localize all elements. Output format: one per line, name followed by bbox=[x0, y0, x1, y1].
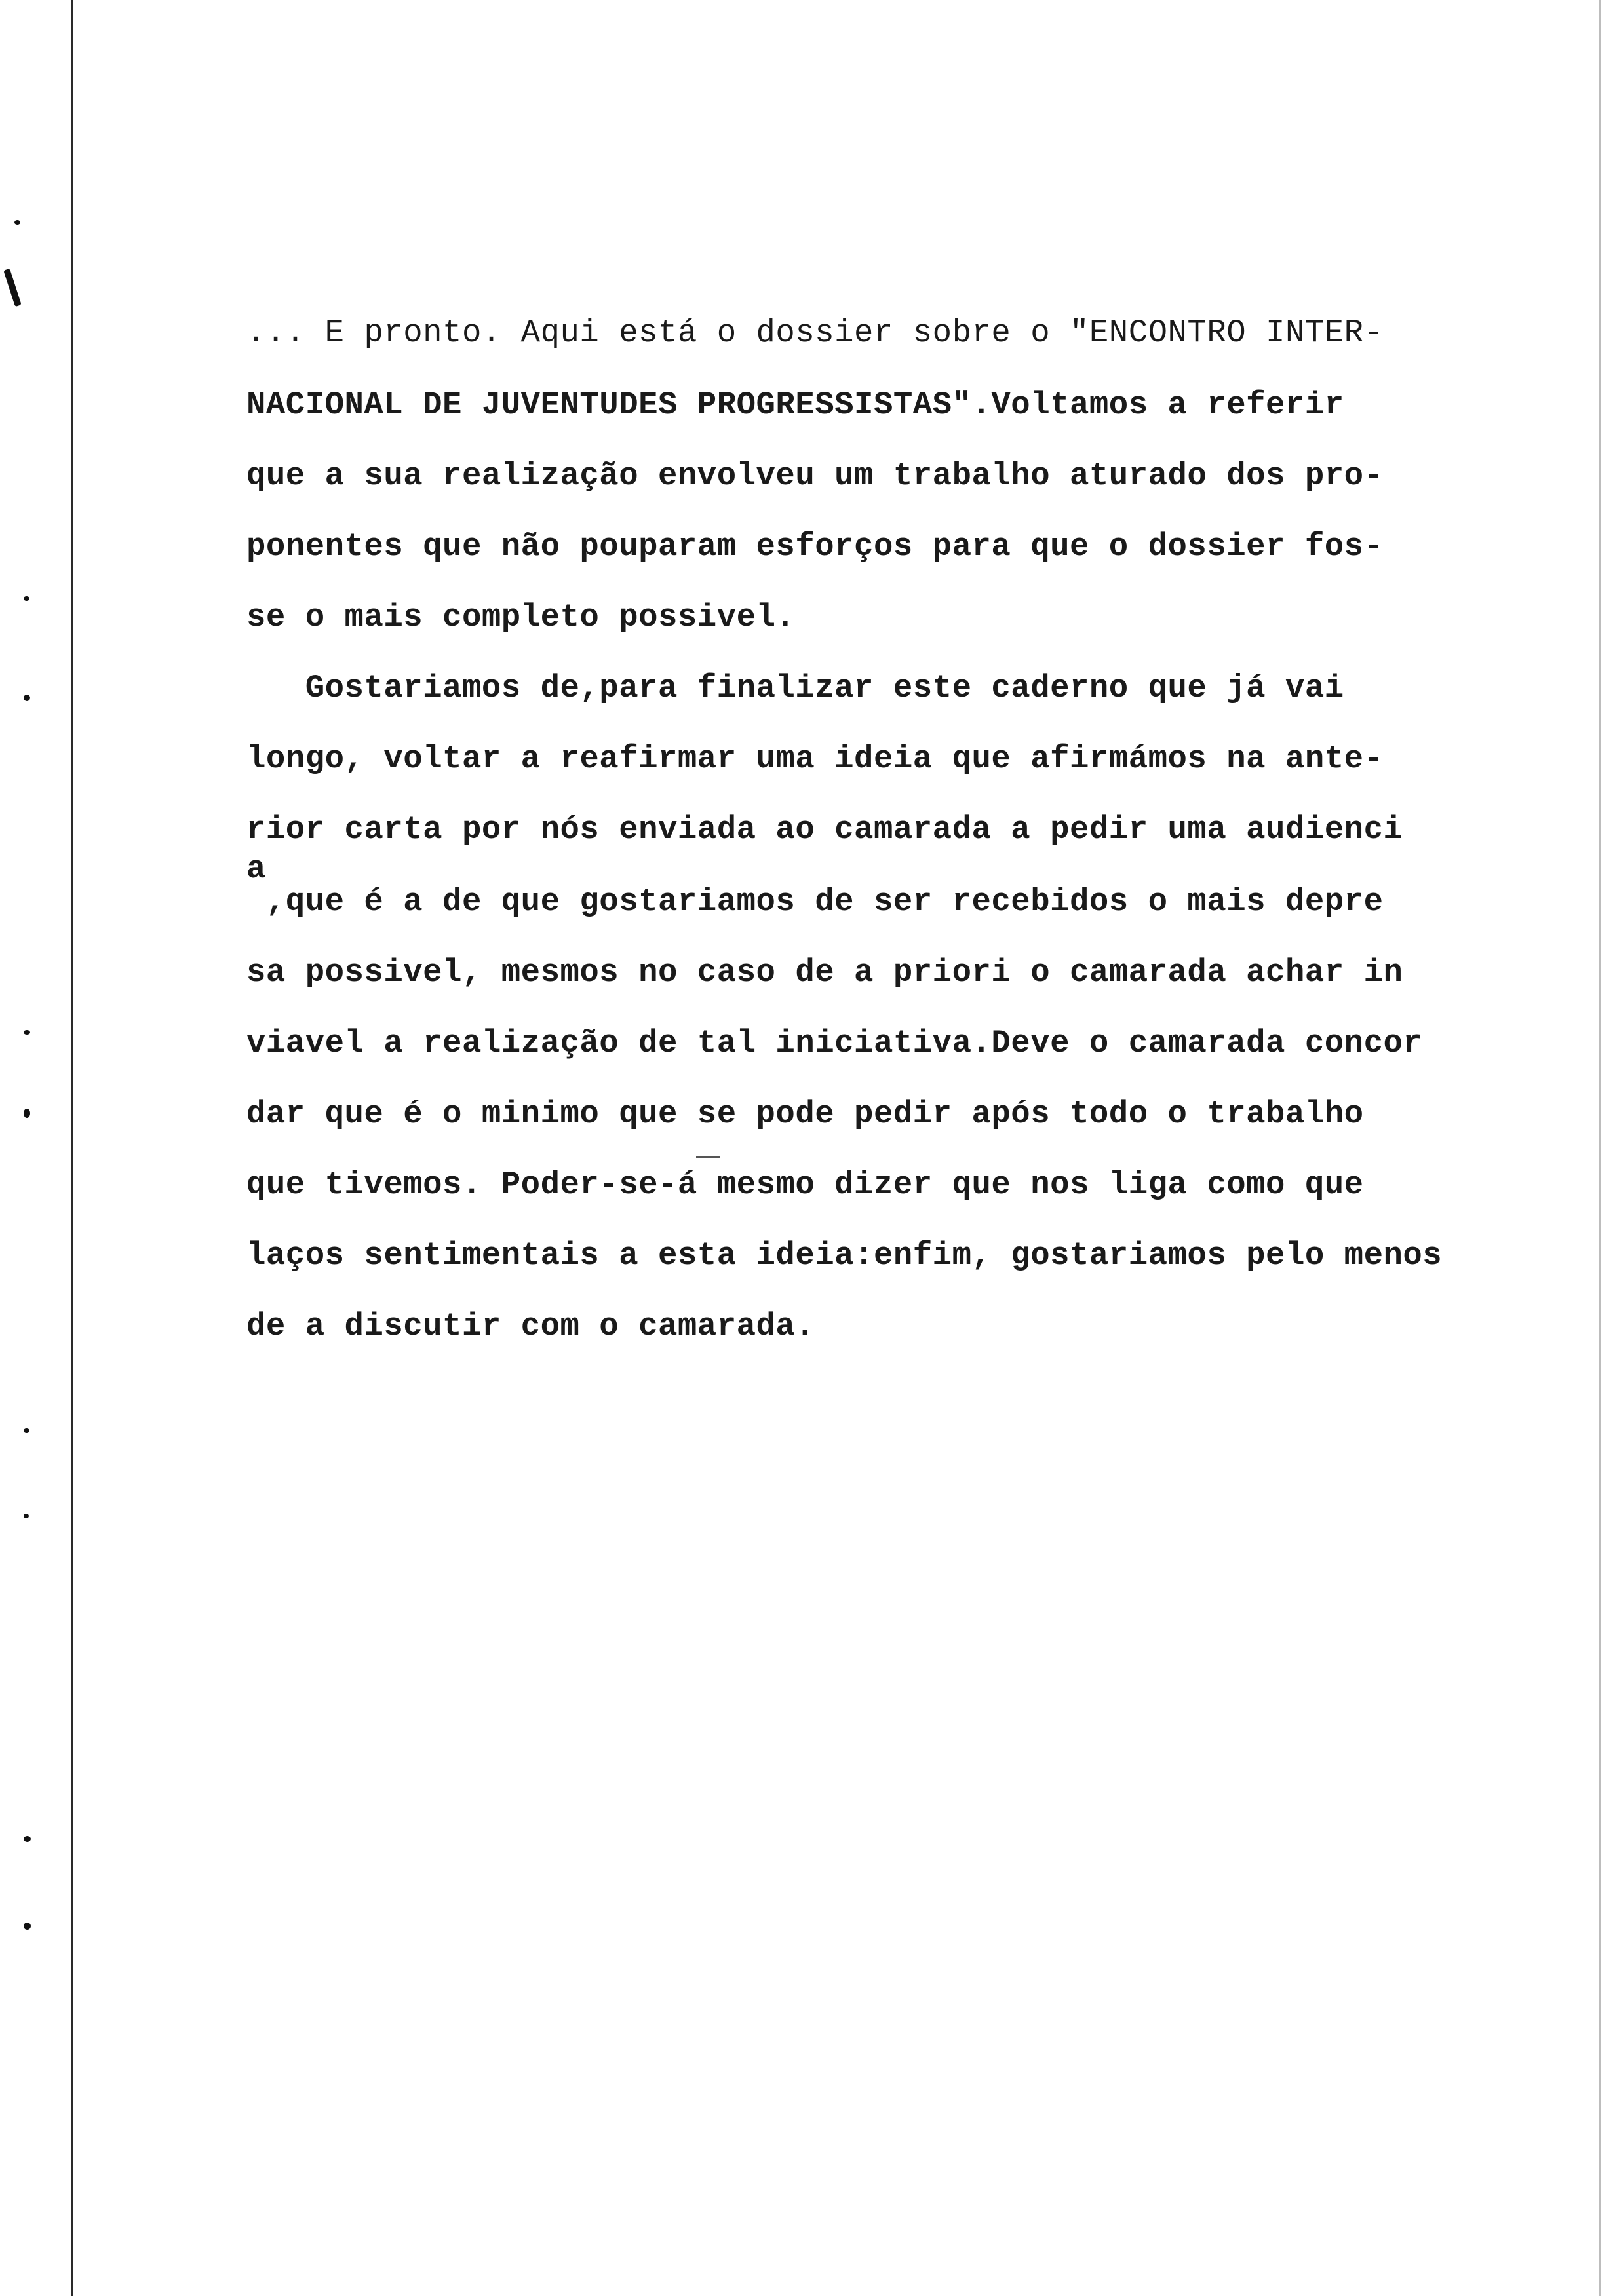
text-line: que a sua realização envolveu um trabalho aturado dos pro- bbox=[246, 457, 1384, 494]
margin-dot bbox=[24, 1923, 31, 1930]
text-line: ... E pronto. Aqui está o dossier sobre o "ENCONTRO INTER- bbox=[246, 315, 1384, 351]
text-line: laços sentimentais a esta ideia:enfim, gostariamos pelo menos bbox=[246, 1237, 1443, 1274]
text-line: sa possivel, mesmos no caso de a priori o camarada achar in bbox=[246, 954, 1403, 991]
margin-dot bbox=[24, 1428, 29, 1433]
text-line: se o mais completo possivel. bbox=[246, 599, 796, 636]
margin-dot bbox=[24, 1836, 31, 1842]
page-right-edge bbox=[1599, 0, 1601, 2296]
text-line: dar que é o minimo que se pode pedir após todo o trabalho bbox=[246, 1096, 1364, 1132]
margin-dot bbox=[24, 1109, 30, 1118]
margin-dot bbox=[24, 1514, 29, 1518]
text-line: que tivemos. Poder-se-á mesmo dizer que nos liga como que bbox=[246, 1166, 1364, 1203]
text-line: Gostariamos de,para finalizar este caderno que já vai bbox=[246, 670, 1344, 706]
margin-tick bbox=[3, 269, 21, 307]
margin-dot bbox=[14, 220, 20, 225]
overstrike-mark bbox=[696, 1156, 720, 1158]
text-line: a bbox=[246, 851, 266, 887]
text-line: de a discutir com o camarada. bbox=[246, 1308, 815, 1345]
text-line: viavel a realização de tal iniciativa.Deve o camarada concor bbox=[246, 1025, 1423, 1062]
text-line: ponentes que não pouparam esforços para que o dossier fos- bbox=[246, 528, 1384, 565]
text-line: NACIONAL DE JUVENTUDES PROGRESSISTAS".Voltamos a referir bbox=[246, 387, 1344, 423]
text-line: ,que é a de que gostariamos de ser recebidos o mais depre bbox=[246, 883, 1384, 920]
margin-dot bbox=[24, 596, 29, 601]
text-line: longo, voltar a reafirmar uma ideia que afirmámos na ante- bbox=[246, 740, 1384, 777]
text-line: rior carta por nós enviada ao camarada a pedir uma audienci bbox=[246, 811, 1403, 848]
margin-dot bbox=[24, 1030, 30, 1035]
page-left-edge bbox=[71, 0, 73, 2296]
margin-dot bbox=[24, 695, 30, 701]
